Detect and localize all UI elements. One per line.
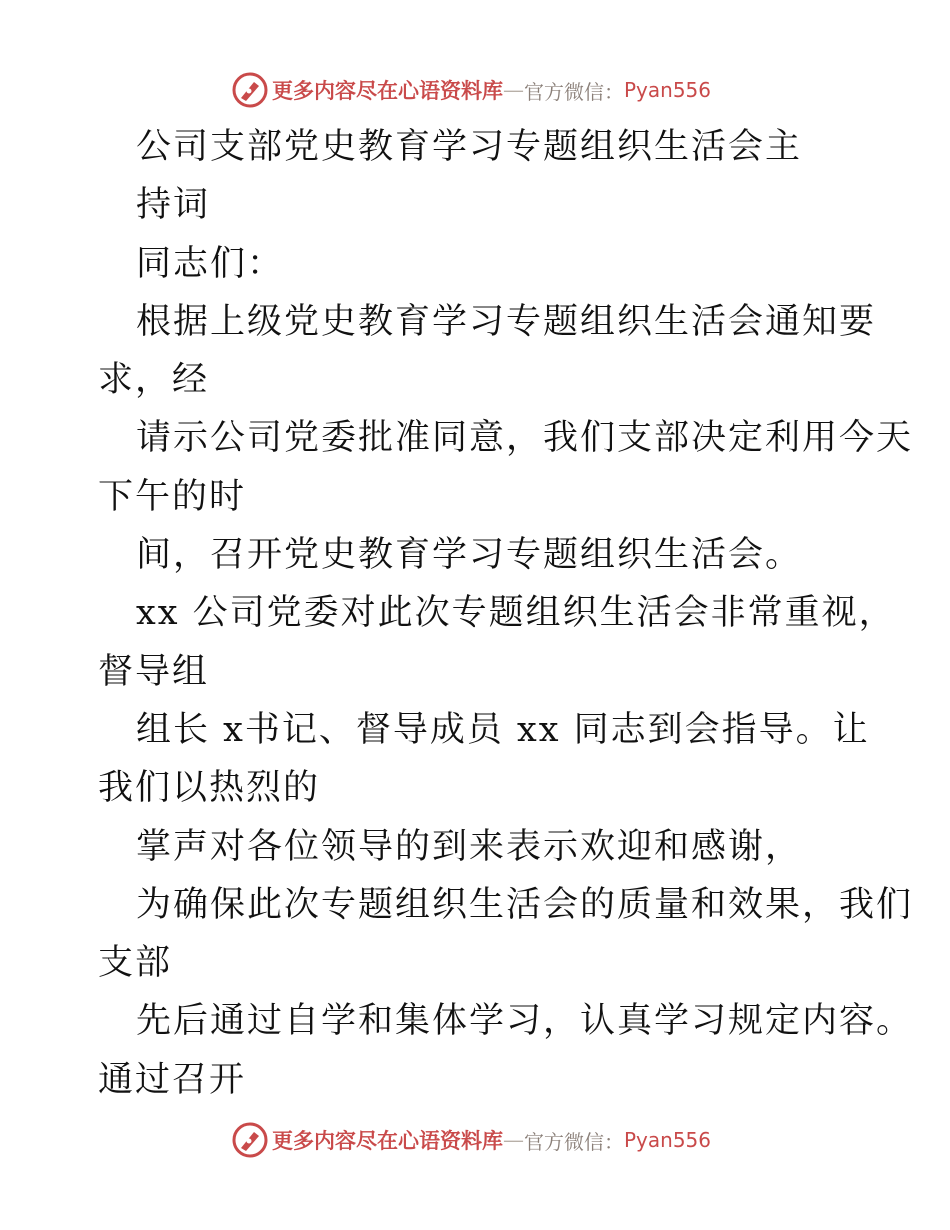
paragraph-line: 公司支部党史教育学习专题组织生活会主: [136, 127, 803, 167]
pen-seal-logo-icon: [232, 1122, 268, 1158]
paragraph-line: 请示公司党委批准同意，我们支部决定利用今天: [136, 418, 914, 459]
banner-wechat-label: 官方微信：: [524, 79, 624, 104]
banner-wechat-label: 官方微信：: [524, 1129, 624, 1154]
paragraph-line: 通过召开: [98, 1059, 247, 1100]
paragraph-line: 先后通过自学和集体学习，认真学习规定内容。: [136, 1001, 914, 1042]
paragraph-line: xx 公司党委对此次专题组织生活会非常重视，: [136, 593, 896, 634]
paragraph-line: 支部: [98, 943, 173, 984]
paragraph-line: 掌声对各位领导的到来表示欢迎和感谢，: [136, 826, 803, 867]
paragraph-line: 根据上级党史教育学习专题组织生活会通知要: [136, 301, 877, 342]
paragraph-line: 督导组: [98, 651, 210, 692]
paragraph-line: 下午的时: [98, 476, 247, 517]
banner-site-text: 更多内容尽在心语资料库: [272, 1128, 503, 1153]
banner-dash: —: [503, 1128, 524, 1152]
banner-wechat-id: Pyan556: [624, 1128, 712, 1152]
header-banner: [232, 70, 711, 110]
paragraph-line: 我们以热烈的: [98, 768, 321, 809]
banner-site-text: 更多内容尽在心语资料库: [272, 78, 503, 103]
footer-banner: [232, 1120, 711, 1160]
paragraph-line: 同志们：: [136, 243, 285, 284]
banner-dash: —: [503, 78, 524, 102]
paragraph-line: 组长 x书记、督导成员 xx 同志到会指导。让: [136, 709, 870, 750]
paragraph-line: 持词: [136, 185, 211, 226]
pen-seal-logo-icon: [232, 72, 268, 108]
banner-wechat-id: Pyan556: [624, 78, 712, 102]
document-body: [98, 118, 914, 1109]
paragraph-line: 间，召开党史教育学习专题组织生活会。: [136, 535, 803, 576]
paragraph-line: 求，经: [98, 360, 210, 401]
paragraph-line: 为确保此次专题组织生活会的质量和效果，我们: [136, 884, 914, 925]
